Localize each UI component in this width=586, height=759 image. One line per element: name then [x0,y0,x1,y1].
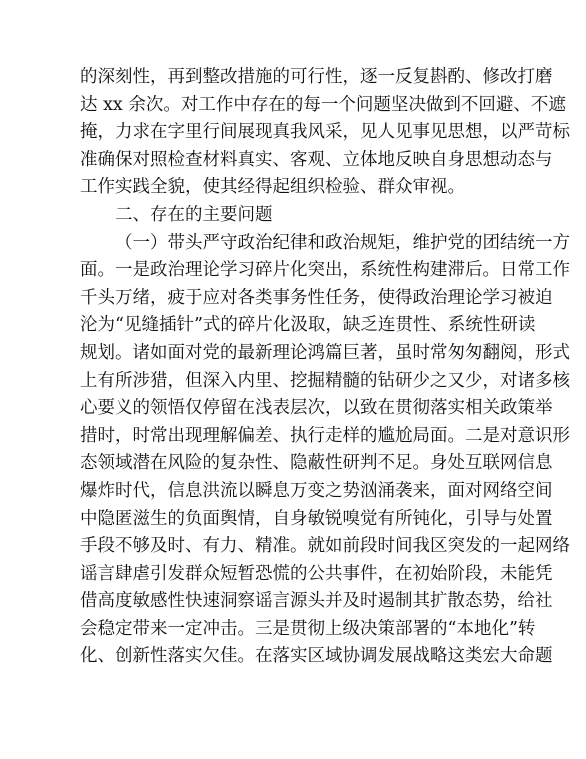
body-line: 规划。诸如面对党的最新理论鸿篇巨著，虽时常匆匆翻阅，形式 [80,342,570,363]
body-line: 千头万绪，疲于应对各类事务性任务，使得政治理论学习被迫 [80,287,553,308]
section-heading: 二、存在的主要问题 [115,204,273,225]
body-line: 措时，时常出现理解偏差、执行走样的尴尬局面。二是对意识形 [80,425,570,446]
body-line: 手段不够及时、有力、精准。就如前段时间我区突发的一起网络 [80,536,570,557]
body-line: 态领域潜在风险的复杂性、隐蔽性研判不足。身处互联网信息 [80,453,553,474]
document-body [80,64,570,671]
body-line: 化、创新性落实欠佳。在落实区域协调发展战略这类宏大命题 [80,646,553,667]
body-line: 谣言肆虐引发群众短暂恐慌的公共事件，在初始阶段，未能凭 [80,563,553,584]
body-line: 会稳定带来一定冲击。三是贯彻上级决策部署的“本地化”转 [80,618,536,639]
body-line: 中隐匿滋生的负面舆情，自身敏锐嗅觉有所钝化，引导与处置 [80,508,553,529]
subsection-heading-line: （一）带头严守政治纪律和政治规矩，维护党的团结统一方 [115,232,570,253]
body-line: 爆炸时代，信息洪流以瞬息万变之势汹涌袭来，面对网络空间 [80,480,553,501]
body-line: 掩，力求在字里行间展现真我风采，见人见事见思想，以严苛标 [80,122,570,143]
body-line: 心要义的领悟仅停留在浅表层次，以致在贯彻落实相关政策举 [80,398,553,419]
body-line: 面。一是政治理论学习碎片化突出，系统性构建滞后。日常工作 [80,260,570,281]
body-line: 上有所涉猎，但深入内里、挖掘精髓的钻研少之又少，对诸多核 [80,370,570,391]
body-line: 准确保对照检查材料真实、客观、立体地反映自身思想动态与 [80,149,553,170]
body-line: 借高度敏感性快速洞察谣言源头并及时遏制其扩散态势，给社 [80,591,553,612]
body-line: 工作实践全貌，使其经得起组织检验、群众审视。 [80,177,465,198]
body-line: 的深刻性，再到整改措施的可行性，逐一反复斟酌、修改打磨 [80,67,553,87]
body-line: 达 xx 余次。对工作中存在的每一个问题坚决做到不回避、不遮 [80,94,566,115]
body-line: 沦为“见缝插针”式的碎片化汲取，缺乏连贯性、系统性研读 [80,315,536,336]
